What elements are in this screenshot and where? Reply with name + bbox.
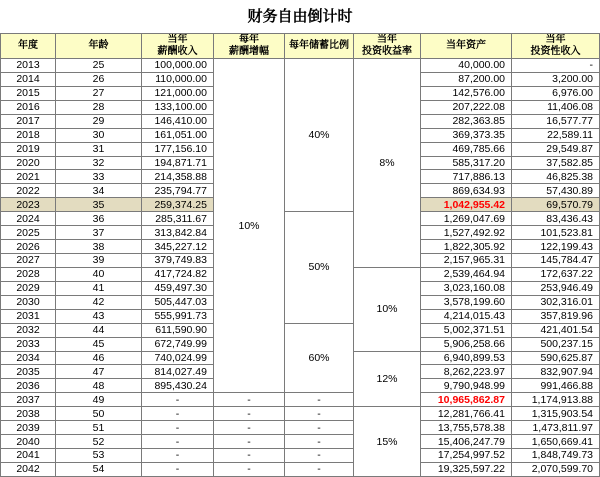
cell-year[interactable]: 2015 (0, 87, 56, 101)
cell-income[interactable]: 22,589.11 (512, 129, 600, 143)
cell-income[interactable]: 1,473,811.97 (512, 421, 600, 435)
cell-raise[interactable]: - (214, 421, 285, 435)
cell-assets[interactable]: 869,634.93 (421, 184, 512, 198)
cell-raise[interactable]: - (214, 449, 285, 463)
cell-salary[interactable]: 313,842.84 (142, 226, 214, 240)
cell-assets[interactable]: 40,000.00 (421, 59, 512, 73)
cell-income[interactable]: 37,582.85 (512, 157, 600, 171)
cell-age[interactable]: 34 (56, 184, 142, 198)
cell-assets[interactable]: 369,373.35 (421, 129, 512, 143)
cell-salary[interactable]: 555,991.73 (142, 310, 214, 324)
cell-age[interactable]: 30 (56, 129, 142, 143)
cell-assets[interactable]: 282,363.85 (421, 115, 512, 129)
cell-age[interactable]: 47 (56, 365, 142, 379)
cell-income[interactable]: 590,625.87 (512, 352, 600, 366)
cell-savings[interactable]: - (285, 421, 354, 435)
cell-year[interactable]: 2025 (0, 226, 56, 240)
cell-assets[interactable]: 2,539,464.94 (421, 268, 512, 282)
cell-year[interactable]: 2039 (0, 421, 56, 435)
cell-age[interactable]: 39 (56, 254, 142, 268)
cell-income[interactable]: 2,070,599.70 (512, 463, 600, 477)
cell-year[interactable]: 2029 (0, 282, 56, 296)
cell-age[interactable]: 38 (56, 240, 142, 254)
header-salary[interactable] (142, 33, 214, 59)
cell-salary[interactable]: 417,724.82 (142, 268, 214, 282)
cell-raise[interactable]: - (214, 407, 285, 421)
cell-salary[interactable]: 133,100.00 (142, 101, 214, 115)
cell-age[interactable]: 45 (56, 338, 142, 352)
cell-age[interactable]: 48 (56, 379, 142, 393)
cell-assets[interactable]: 6,940,899.53 (421, 352, 512, 366)
header-line: 每年 (239, 34, 259, 45)
cell-salary[interactable]: 259,374.25 (142, 198, 214, 212)
merged-savings[interactable]: 50% (285, 212, 354, 323)
cell-income[interactable]: 253,946.49 (512, 282, 600, 296)
cell-assets[interactable]: 469,785.66 (421, 143, 512, 157)
cell-income[interactable]: 83,436.43 (512, 212, 600, 226)
cell-age[interactable]: 54 (56, 463, 142, 477)
cell-assets[interactable]: 1,042,955.42 (421, 198, 512, 212)
cell-age[interactable]: 51 (56, 421, 142, 435)
cell-year[interactable]: 2021 (0, 170, 56, 184)
cell-salary[interactable]: 121,000.00 (142, 87, 214, 101)
cell-salary[interactable]: 285,311.67 (142, 212, 214, 226)
merged-savings[interactable]: 40% (285, 59, 354, 212)
cell-age[interactable]: 28 (56, 101, 142, 115)
cell-age[interactable]: 49 (56, 393, 142, 407)
cell-age[interactable]: 44 (56, 324, 142, 338)
cell-age[interactable]: 52 (56, 435, 142, 449)
cell-year[interactable]: 2016 (0, 101, 56, 115)
cell-assets[interactable]: 2,157,965.31 (421, 254, 512, 268)
cell-assets[interactable]: 1,822,305.92 (421, 240, 512, 254)
cell-salary[interactable]: 100,000.00 (142, 59, 214, 73)
cell-assets[interactable]: 12,281,766.41 (421, 407, 512, 421)
cell-assets[interactable]: 142,576.00 (421, 87, 512, 101)
cell-assets[interactable]: 8,262,223.97 (421, 365, 512, 379)
cell-age[interactable]: 46 (56, 352, 142, 366)
cell-salary[interactable]: 379,749.83 (142, 254, 214, 268)
cell-assets[interactable]: 5,906,258.66 (421, 338, 512, 352)
cell-year[interactable]: 2014 (0, 73, 56, 87)
cell-salary[interactable]: 459,497.30 (142, 282, 214, 296)
cell-year[interactable]: 2017 (0, 115, 56, 129)
merged-return-rate[interactable]: 15% (354, 407, 421, 477)
cell-income[interactable]: 69,570.79 (512, 198, 600, 212)
cell-salary[interactable]: - (142, 421, 214, 435)
cell-income[interactable]: 991,466.88 (512, 379, 600, 393)
cell-income[interactable]: 1,650,669.41 (512, 435, 600, 449)
cell-income[interactable]: - (512, 59, 600, 73)
cell-income[interactable]: 11,406.08 (512, 101, 600, 115)
merged-return-rate[interactable]: 10% (354, 268, 421, 352)
header-line: 当年 (545, 34, 566, 45)
cell-assets[interactable]: 5,002,371.51 (421, 324, 512, 338)
cell-age[interactable]: 43 (56, 310, 142, 324)
cell-assets[interactable]: 9,790,948.99 (421, 379, 512, 393)
merged-return-rate[interactable]: 12% (354, 352, 421, 408)
cell-assets[interactable]: 585,317.20 (421, 157, 512, 171)
cell-savings[interactable]: - (285, 463, 354, 477)
cell-year[interactable]: 2033 (0, 338, 56, 352)
cell-salary[interactable]: 214,358.88 (142, 170, 214, 184)
cell-year[interactable]: 2024 (0, 212, 56, 226)
cell-age[interactable]: 53 (56, 449, 142, 463)
cell-income[interactable]: 1,315,903.54 (512, 407, 600, 421)
cell-year[interactable]: 2013 (0, 59, 56, 73)
cell-assets[interactable]: 1,269,047.69 (421, 212, 512, 226)
cell-savings[interactable]: - (285, 449, 354, 463)
cell-age[interactable]: 40 (56, 268, 142, 282)
cell-income[interactable]: 302,316.01 (512, 296, 600, 310)
header-income[interactable] (512, 33, 600, 59)
cell-income[interactable]: 101,523.81 (512, 226, 600, 240)
merged-return-rate[interactable]: 8% (354, 59, 421, 268)
merged-raise[interactable]: 10% (214, 59, 285, 393)
cell-year[interactable]: 2027 (0, 254, 56, 268)
cell-age[interactable]: 36 (56, 212, 142, 226)
cell-age[interactable]: 26 (56, 73, 142, 87)
cell-year[interactable]: 2038 (0, 407, 56, 421)
cell-age[interactable]: 37 (56, 226, 142, 240)
cell-income[interactable]: 832,907.94 (512, 365, 600, 379)
cell-assets[interactable]: 4,214,015.43 (421, 310, 512, 324)
sheet-title: 财务自由倒计时 (247, 7, 353, 25)
cell-age[interactable]: 27 (56, 87, 142, 101)
cell-income[interactable]: 29,549.87 (512, 143, 600, 157)
cell-year[interactable]: 2042 (0, 463, 56, 477)
cell-salary[interactable]: - (142, 435, 214, 449)
cell-salary[interactable]: 110,000.00 (142, 73, 214, 87)
header-line: 当年 (167, 34, 188, 45)
cell-year[interactable]: 2035 (0, 365, 56, 379)
cell-salary[interactable]: 177,156.10 (142, 143, 214, 157)
cell-salary[interactable]: 672,749.99 (142, 338, 214, 352)
cell-year[interactable]: 2028 (0, 268, 56, 282)
cell-income[interactable]: 421,401.54 (512, 324, 600, 338)
header-line: 当年 (377, 34, 397, 45)
cell-year[interactable]: 2023 (0, 198, 56, 212)
cell-salary[interactable]: 814,027.49 (142, 365, 214, 379)
cell-raise[interactable]: - (214, 393, 285, 407)
cell-assets[interactable]: 13,755,578.38 (421, 421, 512, 435)
cell-year[interactable]: 2020 (0, 157, 56, 171)
cell-age[interactable]: 25 (56, 59, 142, 73)
header-line: 薪酬增幅 (229, 46, 269, 57)
cell-income[interactable]: 1,848,749.73 (512, 449, 600, 463)
cell-income[interactable]: 3,200.00 (512, 73, 600, 87)
cell-age[interactable]: 41 (56, 282, 142, 296)
cell-income[interactable]: 172,637.22 (512, 268, 600, 282)
cell-assets[interactable]: 717,886.13 (421, 170, 512, 184)
cell-salary[interactable]: 235,794.77 (142, 184, 214, 198)
cell-income[interactable]: 16,577.77 (512, 115, 600, 129)
cell-year[interactable]: 2034 (0, 352, 56, 366)
cell-assets[interactable]: 87,200.00 (421, 73, 512, 87)
cell-age[interactable]: 32 (56, 157, 142, 171)
cell-assets[interactable]: 3,578,199.60 (421, 296, 512, 310)
cell-savings[interactable]: - (285, 435, 354, 449)
cell-year[interactable]: 2040 (0, 435, 56, 449)
cell-assets[interactable]: 3,023,160.08 (421, 282, 512, 296)
header-savings[interactable]: 每年储蓄比例 (285, 33, 354, 59)
cell-income[interactable]: 46,825.38 (512, 170, 600, 184)
cell-age[interactable]: 35 (56, 198, 142, 212)
cell-salary[interactable]: 505,447.03 (142, 296, 214, 310)
cell-year[interactable]: 2022 (0, 184, 56, 198)
cell-salary[interactable]: 611,590.90 (142, 324, 214, 338)
cell-year[interactable]: 2019 (0, 143, 56, 157)
cell-salary[interactable]: 194,871.71 (142, 157, 214, 171)
merged-savings[interactable]: 60% (285, 324, 354, 394)
header-age[interactable]: 年龄 (56, 33, 142, 59)
cell-salary[interactable]: - (142, 407, 214, 421)
cell-assets[interactable]: 17,254,997.52 (421, 449, 512, 463)
cell-income[interactable]: 122,199.43 (512, 240, 600, 254)
cell-age[interactable]: 42 (56, 296, 142, 310)
cell-income[interactable]: 6,976.00 (512, 87, 600, 101)
cell-year[interactable]: 2031 (0, 310, 56, 324)
cell-year[interactable]: 2041 (0, 449, 56, 463)
cell-salary[interactable]: 895,430.24 (142, 379, 214, 393)
cell-raise[interactable]: - (214, 463, 285, 477)
cell-age[interactable]: 50 (56, 407, 142, 421)
cell-salary[interactable]: 146,410.00 (142, 115, 214, 129)
header-line: 投资性收入 (530, 46, 581, 57)
cell-year[interactable]: 2030 (0, 296, 56, 310)
cell-savings[interactable]: - (285, 393, 354, 407)
cell-year[interactable]: 2026 (0, 240, 56, 254)
header-line: 薪酬收入 (157, 46, 198, 57)
cell-raise[interactable]: - (214, 435, 285, 449)
cell-salary[interactable]: 740,024.99 (142, 352, 214, 366)
cell-salary[interactable]: - (142, 393, 214, 407)
cell-assets[interactable]: 19,325,597.22 (421, 463, 512, 477)
cell-income[interactable]: 145,784.47 (512, 254, 600, 268)
cell-salary[interactable]: - (142, 449, 214, 463)
cell-year[interactable]: 2032 (0, 324, 56, 338)
cell-age[interactable]: 33 (56, 170, 142, 184)
cell-salary[interactable]: 345,227.12 (142, 240, 214, 254)
cell-income[interactable]: 357,819.96 (512, 310, 600, 324)
header-return-rate[interactable] (354, 33, 421, 59)
cell-income[interactable]: 500,237.15 (512, 338, 600, 352)
cell-savings[interactable]: - (285, 407, 354, 421)
cell-assets[interactable]: 1,527,492.92 (421, 226, 512, 240)
cell-year[interactable]: 2036 (0, 379, 56, 393)
cell-income[interactable]: 1,174,913.88 (512, 393, 600, 407)
header-line: 投资收益率 (362, 46, 412, 57)
cell-assets[interactable]: 15,406,247.79 (421, 435, 512, 449)
cell-assets[interactable]: 10,965,862.87 (421, 393, 512, 407)
cell-salary[interactable]: - (142, 463, 214, 477)
cell-year[interactable]: 2018 (0, 129, 56, 143)
cell-age[interactable]: 31 (56, 143, 142, 157)
cell-salary[interactable]: 161,051.00 (142, 129, 214, 143)
cell-year[interactable]: 2037 (0, 393, 56, 407)
header-year[interactable]: 年度 (0, 33, 56, 59)
header-assets[interactable]: 当年资产 (421, 33, 512, 59)
header-raise[interactable] (214, 33, 285, 59)
cell-income[interactable]: 57,430.89 (512, 184, 600, 198)
cell-assets[interactable]: 207,222.08 (421, 101, 512, 115)
cell-age[interactable]: 29 (56, 115, 142, 129)
